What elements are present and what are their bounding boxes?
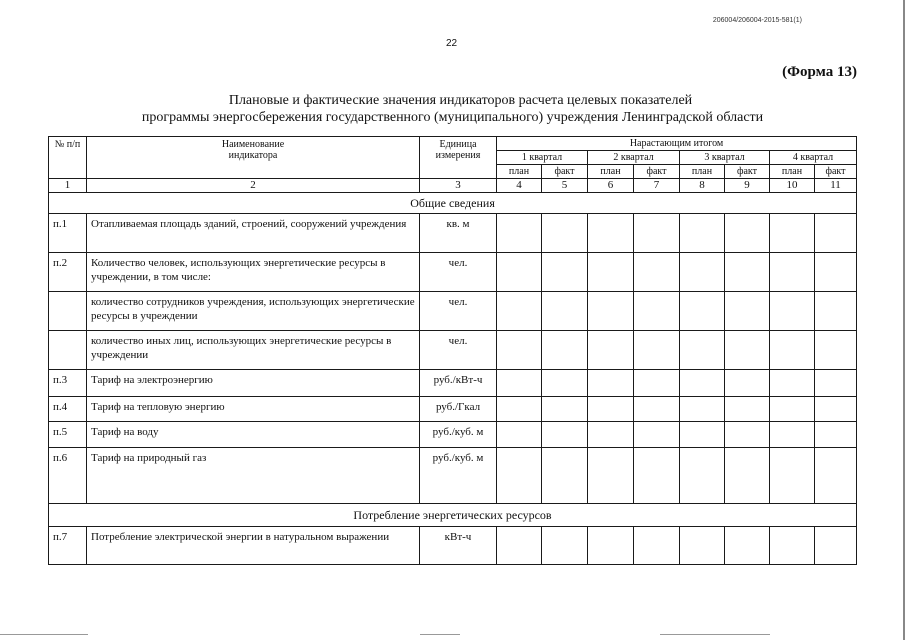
value-cell[interactable] <box>542 397 588 422</box>
row-indicator-name: количество сотрудников учреждения, использующих энергетические ресурсы в учреждении <box>87 292 420 331</box>
header-indicator-name: Наименование индикатора <box>87 137 420 179</box>
row-indicator-name: Тариф на воду <box>87 422 420 448</box>
row-code <box>49 292 87 331</box>
value-cell[interactable] <box>770 214 815 253</box>
value-cell[interactable] <box>770 448 815 504</box>
header-fact: факт <box>725 165 770 179</box>
column-number: 2 <box>87 179 420 193</box>
scan-bottom-marks <box>0 634 905 636</box>
value-cell[interactable] <box>497 422 542 448</box>
value-cell[interactable] <box>815 214 857 253</box>
row-indicator-name: количество иных лиц, использующих энергетические ресурсы в учреждении <box>87 331 420 370</box>
value-cell[interactable] <box>497 448 542 504</box>
value-cell[interactable] <box>815 422 857 448</box>
value-cell[interactable] <box>725 331 770 370</box>
value-cell[interactable] <box>680 397 725 422</box>
row-unit: кв. м <box>420 214 497 253</box>
value-cell[interactable] <box>770 370 815 397</box>
value-cell[interactable] <box>770 397 815 422</box>
row-code: п.3 <box>49 370 87 397</box>
row-code: п.5 <box>49 422 87 448</box>
header-fact: факт <box>542 165 588 179</box>
column-number: 6 <box>588 179 634 193</box>
value-cell[interactable] <box>680 253 725 292</box>
header-plan: план <box>588 165 634 179</box>
value-cell[interactable] <box>542 527 588 565</box>
header-plan: план <box>680 165 725 179</box>
column-number: 11 <box>815 179 857 193</box>
indicators-table <box>48 136 857 565</box>
form-label: (Форма 13) <box>782 64 857 80</box>
value-cell[interactable] <box>634 253 680 292</box>
value-cell[interactable] <box>680 214 725 253</box>
value-cell[interactable] <box>588 253 634 292</box>
value-cell[interactable] <box>542 214 588 253</box>
row-code: п.6 <box>49 448 87 504</box>
value-cell[interactable] <box>770 527 815 565</box>
value-cell[interactable] <box>634 527 680 565</box>
value-cell[interactable] <box>725 292 770 331</box>
column-number: 7 <box>634 179 680 193</box>
row-unit: руб./Гкал <box>420 397 497 422</box>
row-unit: чел. <box>420 331 497 370</box>
column-number: 4 <box>497 179 542 193</box>
row-unit: руб./куб. м <box>420 422 497 448</box>
value-cell[interactable] <box>634 397 680 422</box>
header-number: № п/п <box>49 137 87 179</box>
value-cell[interactable] <box>680 422 725 448</box>
header-plan: план <box>497 165 542 179</box>
value-cell[interactable] <box>542 370 588 397</box>
value-cell[interactable] <box>588 292 634 331</box>
value-cell[interactable] <box>770 253 815 292</box>
value-cell[interactable] <box>634 292 680 331</box>
row-unit: кВт-ч <box>420 527 497 565</box>
value-cell[interactable] <box>725 214 770 253</box>
value-cell[interactable] <box>634 370 680 397</box>
row-indicator-name: Тариф на электроэнергию <box>87 370 420 397</box>
header-quarter-4: 4 квартал <box>770 151 857 165</box>
column-number: 8 <box>680 179 725 193</box>
value-cell[interactable] <box>634 331 680 370</box>
value-cell[interactable] <box>542 422 588 448</box>
value-cell[interactable] <box>815 331 857 370</box>
value-cell[interactable] <box>770 331 815 370</box>
value-cell[interactable] <box>542 292 588 331</box>
header-quarter-3: 3 квартал <box>680 151 770 165</box>
value-cell[interactable] <box>497 292 542 331</box>
value-cell[interactable] <box>542 253 588 292</box>
value-cell[interactable] <box>815 370 857 397</box>
value-cell[interactable] <box>680 292 725 331</box>
header-fact: факт <box>815 165 857 179</box>
row-unit: чел. <box>420 253 497 292</box>
column-number: 5 <box>542 179 588 193</box>
value-cell[interactable] <box>542 331 588 370</box>
row-unit: руб./кВт-ч <box>420 370 497 397</box>
row-indicator-name: Тариф на природный газ <box>87 448 420 504</box>
section-title: Общие сведения <box>49 193 857 214</box>
value-cell[interactable] <box>588 370 634 397</box>
row-code: п.4 <box>49 397 87 422</box>
document-title-line-1: Плановые и фактические значения индикаторов расчета целевых показателей <box>228 93 693 108</box>
column-number: 9 <box>725 179 770 193</box>
header-cumulative: Нарастающим итогом <box>497 137 857 151</box>
row-unit: чел. <box>420 292 497 331</box>
row-indicator-name: Отапливаемая площадь зданий, строений, сооружений учреждения <box>87 214 420 253</box>
value-cell[interactable] <box>725 448 770 504</box>
row-indicator-name: Потребление электрической энергии в натуральном выражении <box>87 527 420 565</box>
value-cell[interactable] <box>588 448 634 504</box>
header-unit: Единица измерения <box>420 137 497 179</box>
header-fact: факт <box>634 165 680 179</box>
value-cell[interactable] <box>634 214 680 253</box>
value-cell[interactable] <box>497 397 542 422</box>
value-cell[interactable] <box>497 214 542 253</box>
row-indicator-name: Тариф на тепловую энергию <box>87 397 420 422</box>
value-cell[interactable] <box>725 253 770 292</box>
value-cell[interactable] <box>725 422 770 448</box>
row-code <box>49 331 87 370</box>
column-number: 1 <box>49 179 87 193</box>
column-number: 10 <box>770 179 815 193</box>
value-cell[interactable] <box>815 253 857 292</box>
value-cell[interactable] <box>815 292 857 331</box>
document-id: 206004/206004-2015-581(1) <box>712 17 802 24</box>
value-cell[interactable] <box>542 448 588 504</box>
value-cell[interactable] <box>815 397 857 422</box>
value-cell[interactable] <box>770 292 815 331</box>
header-quarter-1: 1 квартал <box>497 151 588 165</box>
row-indicator-name: Количество человек, использующих энергетические ресурсы в учреждении, в том числе: <box>87 253 420 292</box>
row-unit: руб./куб. м <box>420 448 497 504</box>
row-code: п.2 <box>49 253 87 292</box>
value-cell[interactable] <box>634 422 680 448</box>
header-quarter-2: 2 квартал <box>588 151 680 165</box>
value-cell[interactable] <box>725 397 770 422</box>
value-cell[interactable] <box>680 370 725 397</box>
value-cell[interactable] <box>497 253 542 292</box>
document-title-line-2: программы энергосбережения государственного (муниципального) учреждения Ленинградской области <box>141 110 764 125</box>
value-cell[interactable] <box>680 527 725 565</box>
value-cell[interactable] <box>497 527 542 565</box>
value-cell[interactable] <box>497 331 542 370</box>
section-title: Потребление энергетических ресурсов <box>49 504 857 527</box>
page-number: 22 <box>446 38 458 49</box>
value-cell[interactable] <box>588 397 634 422</box>
value-cell[interactable] <box>588 527 634 565</box>
value-cell[interactable] <box>725 527 770 565</box>
value-cell[interactable] <box>725 370 770 397</box>
value-cell[interactable] <box>770 422 815 448</box>
value-cell[interactable] <box>588 422 634 448</box>
header-plan: план <box>770 165 815 179</box>
value-cell[interactable] <box>815 527 857 565</box>
row-code: п.7 <box>49 527 87 565</box>
row-code: п.1 <box>49 214 87 253</box>
value-cell[interactable] <box>815 448 857 504</box>
value-cell[interactable] <box>680 448 725 504</box>
value-cell[interactable] <box>497 370 542 397</box>
value-cell[interactable] <box>588 331 634 370</box>
value-cell[interactable] <box>634 448 680 504</box>
column-number: 3 <box>420 179 497 193</box>
value-cell[interactable] <box>680 331 725 370</box>
value-cell[interactable] <box>588 214 634 253</box>
